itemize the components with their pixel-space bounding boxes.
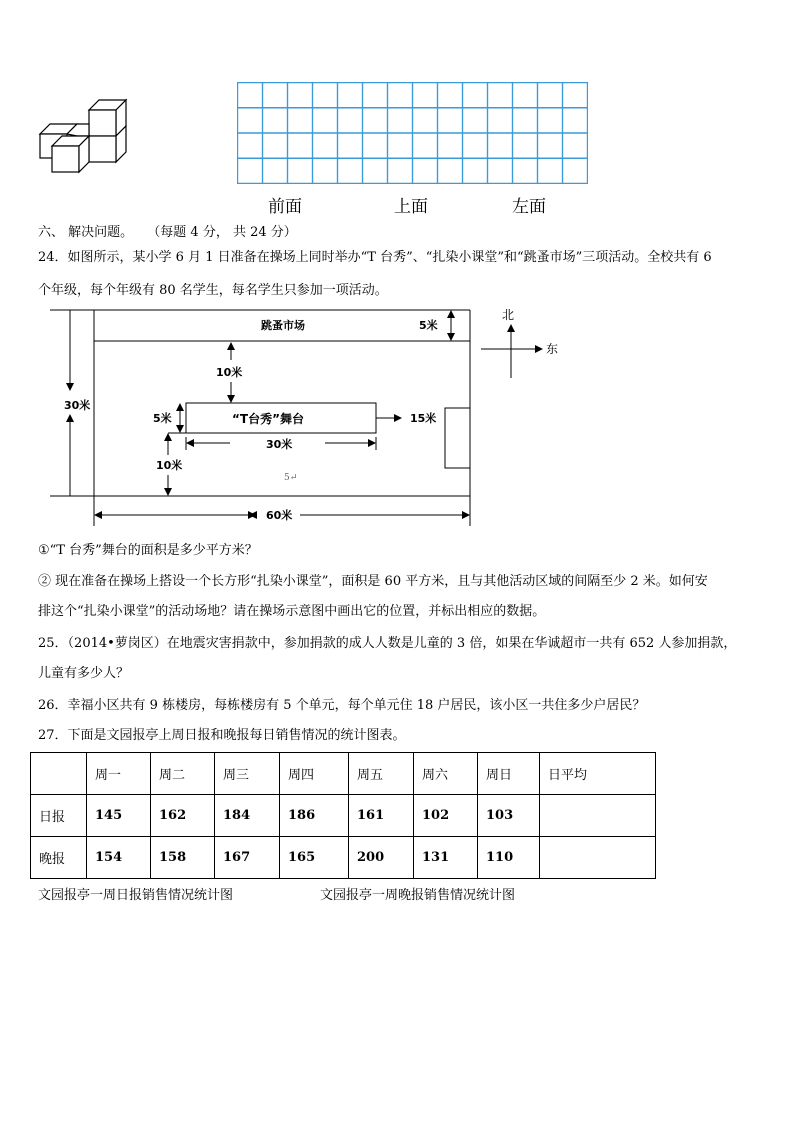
table-cell: 110 (478, 837, 540, 879)
section-score: （每题 4 分， 共 24 分） (147, 225, 297, 240)
table-cell: 186 (280, 795, 349, 837)
chart-title-evening: 文园报亭一周晚报销售情况统计图 (320, 888, 516, 903)
table-cell: 131 (414, 837, 478, 879)
stage-right-label: 15米 (410, 412, 437, 425)
gap-bottom-label: 10米 (156, 459, 183, 472)
table-cell: 日平均 (540, 753, 656, 795)
q24-line1: 24．如图所示，某小学 6 月 1 日准备在操场上同时举办“T 台秀”、“扎染小课堂”和“跳蚤市场”三项活动。全校共有 6 (38, 250, 712, 265)
cube-figure (36, 96, 132, 174)
table-cell: 周六 (414, 753, 478, 795)
top-view-label: 上面 (394, 197, 428, 217)
grid-drawing (237, 82, 588, 184)
table-row (31, 837, 656, 879)
table-cell: 145 (87, 795, 151, 837)
table-cell: 154 (87, 837, 151, 879)
front-view-label: 前面 (268, 197, 302, 217)
field-width-label: 60米 (266, 509, 293, 522)
table-cell: 200 (349, 837, 414, 879)
stage-width-label: 30米 (266, 438, 293, 451)
table-cell: 日报 (31, 795, 87, 837)
chart-title-daily: 文园报亭一周日报销售情况统计图 (38, 888, 234, 903)
q24-sub2-line1: ② 现在准备在操场上搭设一个长方形“扎染小课堂”，面积是 60 平方米，且与其他活动区域的间隔至少 2 米。如何安 (38, 574, 708, 589)
table-cell: 103 (478, 795, 540, 837)
left-view-label: 左面 (512, 197, 546, 217)
stage-label: “T台秀”舞台 (232, 412, 304, 426)
table-cell: 102 (414, 795, 478, 837)
q25-line1: 25．（2014•萝岗区）在地震灾害捐款中，参加捐款的成人人数是儿童的 3 倍，如果在华诚超市一共有 652 人参加捐款， (38, 636, 737, 651)
compass-east: 东 (546, 342, 559, 356)
gap-top-label: 10米 (216, 366, 243, 379)
table-cell (31, 753, 87, 795)
playground-svg (50, 305, 580, 530)
table-cell: 周三 (215, 753, 280, 795)
compass-north: 北 (502, 308, 515, 322)
table-cell (540, 795, 656, 837)
table-cell: 周二 (151, 753, 215, 795)
section-title: 六、 解决问题。 (38, 225, 134, 240)
cube-drawing (36, 96, 132, 174)
table-cell: 周四 (280, 753, 349, 795)
table-cell: 晚报 (31, 837, 87, 879)
market-label: 跳蚤市场 (261, 319, 305, 332)
q24-line2: 个年级，每个年级有 80 名学生，每名学生只参加一项活动。 (38, 283, 388, 298)
q24-sub2-line2: 排这个“扎染小课堂”的活动场地？请在操场示意图中画出它的位置，并标出相应的数据。 (38, 604, 546, 619)
sales-table (30, 752, 656, 879)
q25-line2: 儿童有多少人？ (38, 666, 130, 681)
table-cell: 周日 (478, 753, 540, 795)
stage-height-label: 5米 (153, 412, 172, 425)
table-cell: 158 (151, 837, 215, 879)
table-row (31, 795, 656, 837)
table-cell: 周一 (87, 753, 151, 795)
table-cell (540, 837, 656, 879)
table-cell: 184 (215, 795, 280, 837)
table-cell: 162 (151, 795, 215, 837)
stray-mark: 5↵ (284, 473, 298, 483)
q24-sub1: ①“T 台秀”舞台的面积是多少平方米？ (38, 543, 258, 558)
table-cell: 165 (280, 837, 349, 879)
table-cell: 周五 (349, 753, 414, 795)
market-height-label: 5米 (419, 319, 438, 332)
field-height-label: 30米 (64, 399, 91, 412)
q26-line1: 26．幸福小区共有 9 栋楼房，每栋楼房有 5 个单元，每个单元住 18 户居民，该小区一共住多少户居民？ (38, 698, 646, 713)
table-cell: 161 (349, 795, 414, 837)
playground-diagram (50, 305, 580, 530)
table-cell: 167 (215, 837, 280, 879)
q27-line1: 27．下面是文园报亭上周日报和晚报每日销售情况的统计图表。 (38, 728, 406, 743)
table-header-row (31, 753, 656, 795)
view-grid (237, 82, 588, 184)
section-heading (38, 225, 297, 241)
